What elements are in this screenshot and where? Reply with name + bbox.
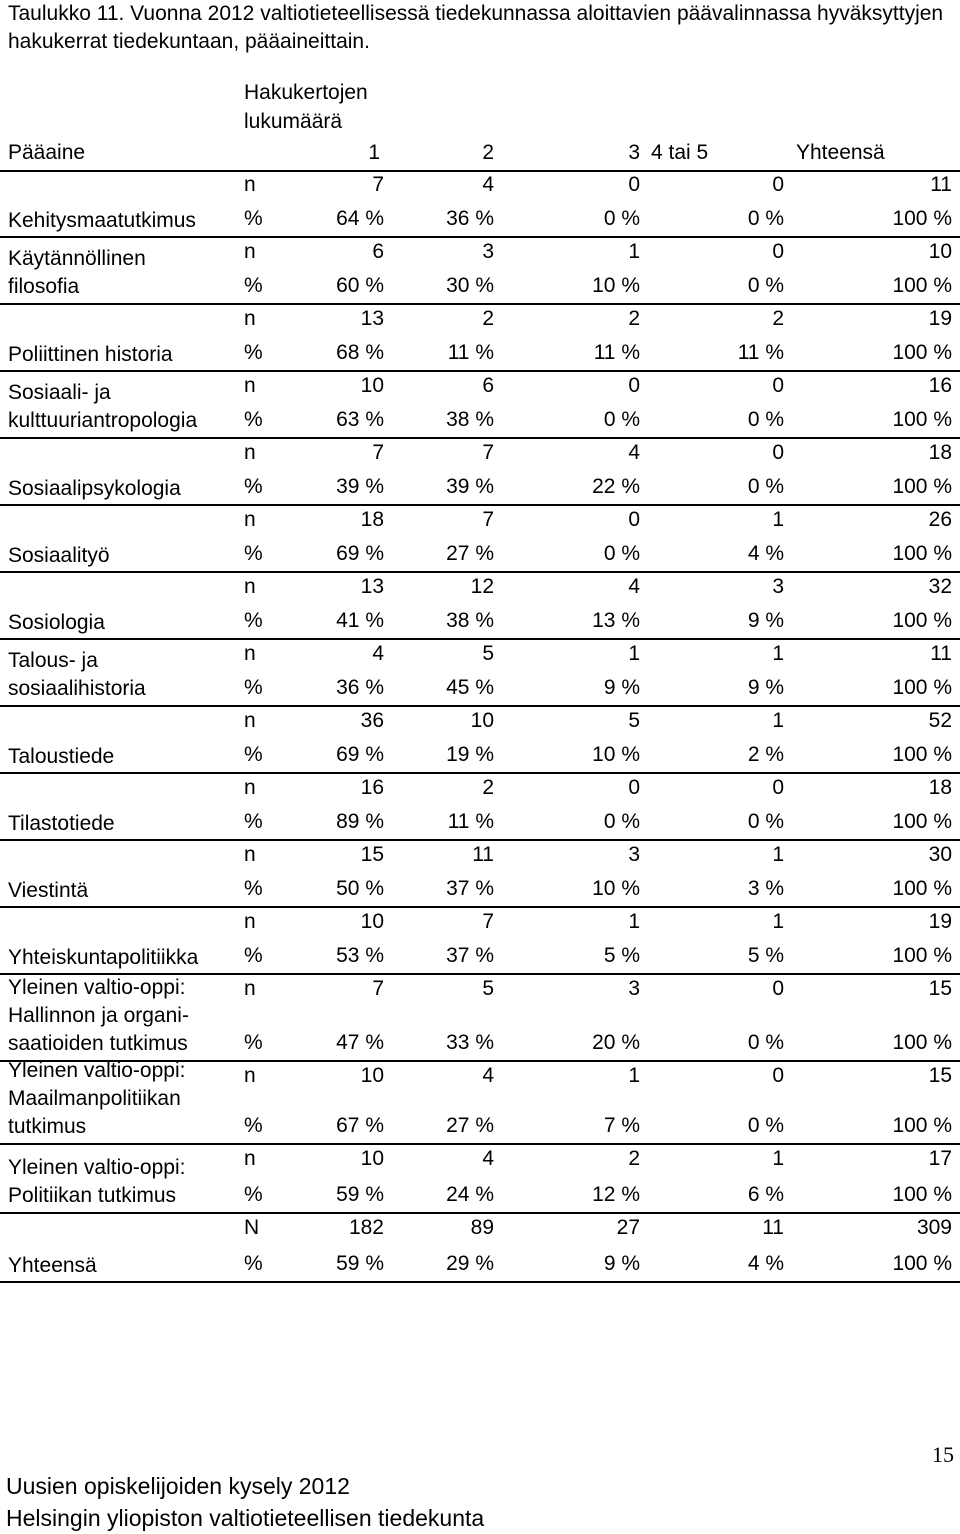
header-col-1: 1 <box>368 141 380 164</box>
table-cell: 1 <box>772 910 784 933</box>
table-cell: 7 % <box>603 1114 640 1137</box>
subject-label-line: Käytännöllinen <box>8 247 146 270</box>
table-cell: 9 % <box>603 676 640 699</box>
percent-row <box>0 339 960 372</box>
percent-row <box>0 540 960 573</box>
table-cell: 19 % <box>446 743 494 766</box>
row-type-label: % <box>244 1031 263 1054</box>
percent-row <box>0 1112 960 1145</box>
table-cell: 37 % <box>446 877 494 900</box>
table-cell: 2 <box>482 776 494 799</box>
table-cell: 7 <box>482 441 494 464</box>
table-cell: 47 % <box>336 1031 384 1054</box>
table-row-group <box>0 573 960 640</box>
table-cell: 100 % <box>892 743 952 766</box>
percent-row <box>0 1181 960 1214</box>
row-type-label: % <box>244 274 263 297</box>
subject-label-line: Sosiaalityö <box>8 544 110 567</box>
table-cell: 100 % <box>892 207 952 230</box>
table-cell: 10 % <box>592 877 640 900</box>
table-cell: 36 % <box>446 207 494 230</box>
table-cell: 3 <box>772 575 784 598</box>
table-cell: 53 % <box>336 944 384 967</box>
row-type-label: n <box>244 1064 256 1087</box>
table-cell: 59 % <box>336 1252 384 1275</box>
percent-row <box>0 674 960 707</box>
page-number: 15 <box>932 1442 954 1467</box>
percent-row <box>0 272 960 305</box>
table-cell: 0 % <box>603 810 640 833</box>
footer-line-1: Uusien opiskelijoiden kysely 2012 <box>6 1473 350 1499</box>
subject-label-line: Maailmanpolitiikan <box>8 1087 181 1110</box>
header-col-2: 2 <box>482 141 494 164</box>
row-type-label: n <box>244 374 256 397</box>
table-caption: Taulukko 11. Vuonna 2012 valtiotieteellisessä tiedekunnassa aloittavien päävalinnassa hyväksyttyjen hakukerrat tiedekuntaan, pääaineittain. <box>8 2 944 53</box>
table-cell: 18 <box>928 776 952 799</box>
table-cell: 2 <box>482 307 494 330</box>
table-cell: 67 % <box>336 1114 384 1137</box>
table-cell: 10 <box>360 374 384 397</box>
subject-label-line: Yleinen valtio-oppi: <box>8 1059 186 1082</box>
table-cell: 0 % <box>747 1031 784 1054</box>
percent-row <box>0 942 960 975</box>
table-cell: 36 % <box>336 676 384 699</box>
percent-row <box>0 875 960 908</box>
subject-label-line: Sosiologia <box>8 611 105 634</box>
table-cell: 7 <box>482 910 494 933</box>
table-row-group <box>0 1214 960 1283</box>
table-cell: 15 <box>928 977 952 1000</box>
row-type-label: % <box>244 944 263 967</box>
table-cell: 24 % <box>446 1183 494 1206</box>
row-type-label: % <box>244 676 263 699</box>
table-cell: 5 % <box>603 944 640 967</box>
table-cell: 0 <box>772 173 784 196</box>
count-row <box>0 774 960 807</box>
table-cell: 7 <box>372 173 384 196</box>
table-cell: 0 <box>628 173 640 196</box>
table-cell: 13 % <box>592 609 640 632</box>
table-row-group <box>0 841 960 908</box>
table-cell: 0 <box>772 441 784 464</box>
table-cell: 10 <box>360 1147 384 1170</box>
table-cell: 13 <box>360 575 384 598</box>
table-cell: 100 % <box>892 1183 952 1206</box>
subject-label-line: Yleinen valtio-oppi: <box>8 1156 186 1179</box>
footer-line-2: Helsingin yliopiston valtiotieteellisen tiedekunta <box>6 1505 485 1531</box>
table-cell: 1 <box>772 642 784 665</box>
table-cell: 100 % <box>892 944 952 967</box>
table-cell: 50 % <box>336 877 384 900</box>
table-cell: 45 % <box>446 676 494 699</box>
table-cell: 309 <box>916 1216 952 1239</box>
table-row-group <box>0 707 960 774</box>
row-type-label: % <box>244 810 263 833</box>
table-cell: 0 <box>772 374 784 397</box>
table-cell: 10 % <box>592 274 640 297</box>
table-cell: 37 % <box>446 944 494 967</box>
count-row <box>0 506 960 539</box>
row-type-label: n <box>244 709 256 732</box>
table-cell: 100 % <box>892 609 952 632</box>
table-cell: 63 % <box>336 408 384 431</box>
table-cell: 26 <box>928 508 952 531</box>
table-header-row <box>0 139 960 172</box>
table-row-group <box>0 640 960 707</box>
percent-row <box>0 741 960 774</box>
table-cell: 5 <box>482 977 494 1000</box>
table-cell: 10 <box>360 1064 384 1087</box>
row-type-label: n <box>244 240 256 263</box>
table-cell: 100 % <box>892 542 952 565</box>
table-cell: 27 <box>616 1216 640 1239</box>
count-row <box>0 707 960 740</box>
table-cell: 100 % <box>892 274 952 297</box>
table-cell: 29 % <box>446 1252 494 1275</box>
subject-label-line: Hallinnon ja organi- <box>8 1004 189 1027</box>
table-cell: 1 <box>628 1064 640 1087</box>
table-cell: 0 <box>628 374 640 397</box>
table-cell: 5 <box>628 709 640 732</box>
percent-row <box>0 406 960 439</box>
table-cell: 1 <box>628 910 640 933</box>
table-cell: 89 <box>470 1216 494 1239</box>
table-cell: 18 <box>928 441 952 464</box>
table-cell: 9 % <box>747 609 784 632</box>
table-cell: 39 % <box>336 475 384 498</box>
count-row <box>0 238 960 271</box>
row-type-label: n <box>244 508 256 531</box>
table-cell: 7 <box>482 508 494 531</box>
row-type-label: n <box>244 843 256 866</box>
table-cell: 16 <box>928 374 952 397</box>
subject-label-line: kulttuuriantropologia <box>8 409 198 432</box>
table-cell: 4 <box>482 173 494 196</box>
table-cell: 7 <box>372 977 384 1000</box>
table-cell: 0 % <box>747 207 784 230</box>
count-row <box>0 1214 960 1247</box>
table-row-group <box>0 975 960 1062</box>
table-cell: 68 % <box>336 341 384 364</box>
table-row-group <box>0 506 960 573</box>
table-cell: 12 <box>470 575 494 598</box>
table-cell: 2 <box>628 307 640 330</box>
table-cell: 0 % <box>603 542 640 565</box>
table-cell: 4 <box>628 575 640 598</box>
percent-row <box>0 1250 960 1283</box>
table-row-group <box>0 1145 960 1214</box>
count-row <box>0 908 960 941</box>
subject-label-line: Politiikan tutkimus <box>8 1184 177 1207</box>
row-type-label: % <box>244 542 263 565</box>
table-cell: 3 <box>482 240 494 263</box>
table-cell: 4 <box>372 642 384 665</box>
row-type-label: % <box>244 1183 263 1206</box>
subject-label-line: Sosiaali- ja <box>8 381 111 404</box>
count-row <box>0 372 960 405</box>
table-cell: 11 <box>930 642 952 665</box>
subject-label-line: Viestintä <box>8 879 89 902</box>
table-cell: 0 <box>772 776 784 799</box>
row-type-label: % <box>244 408 263 431</box>
row-type-label: n <box>244 1147 256 1170</box>
table-cell: 6 <box>372 240 384 263</box>
table-cell: 4 <box>482 1147 494 1170</box>
table-cell: 3 % <box>747 877 784 900</box>
table-cell: 10 <box>360 910 384 933</box>
table-cell: 52 <box>928 709 952 732</box>
subject-label-line: sosiaalihistoria <box>8 677 146 700</box>
table-cell: 100 % <box>892 1031 952 1054</box>
table-cell: 0 % <box>747 810 784 833</box>
count-row <box>0 975 960 1008</box>
table-cell: 27 % <box>446 1114 494 1137</box>
row-type-label: % <box>244 609 263 632</box>
subject-label-line: Talous- ja <box>8 649 98 672</box>
table-cell: 10 <box>470 709 494 732</box>
table-row-group <box>0 774 960 841</box>
table-cell: 4 <box>628 441 640 464</box>
table-cell: 12 % <box>592 1183 640 1206</box>
table-cell: 0 % <box>747 408 784 431</box>
table-cell: 2 % <box>747 743 784 766</box>
table-cell: 15 <box>928 1064 952 1087</box>
header-col-4: 4 tai 5 <box>651 141 709 164</box>
table-cell: 2 <box>772 307 784 330</box>
row-type-label: N <box>244 1216 260 1239</box>
table-cell: 20 % <box>592 1031 640 1054</box>
subject-label-line: Poliittinen historia <box>8 343 173 366</box>
column-group-header-line2: lukumäärä <box>244 110 343 133</box>
table-cell: 0 % <box>603 408 640 431</box>
row-type-label: n <box>244 776 256 799</box>
table-row-group <box>0 305 960 372</box>
row-type-label: % <box>244 877 263 900</box>
table-cell: 60 % <box>336 274 384 297</box>
percent-row <box>0 473 960 506</box>
table-cell: 0 % <box>747 1114 784 1137</box>
table-cell: 0 % <box>603 207 640 230</box>
header-subject: Pääaine <box>8 141 86 164</box>
count-row <box>0 573 960 606</box>
table-cell: 69 % <box>336 542 384 565</box>
column-group-header-line1: Hakukertojen <box>244 81 368 104</box>
row-type-label: n <box>244 910 256 933</box>
table-cell: 5 % <box>747 944 784 967</box>
table-cell: 18 <box>360 508 384 531</box>
table-row-group <box>0 439 960 506</box>
table-cell: 64 % <box>336 207 384 230</box>
count-row <box>0 171 960 204</box>
row-rule <box>0 1281 960 1283</box>
table-cell: 100 % <box>892 676 952 699</box>
table-cell: 100 % <box>892 877 952 900</box>
table-cell: 32 <box>928 575 952 598</box>
subject-label-line: Yhteensä <box>8 1254 97 1277</box>
subject-label-line: Kehitysmaatutkimus <box>8 209 196 232</box>
table-cell: 11 % <box>737 341 784 364</box>
table-cell: 5 <box>482 642 494 665</box>
table-cell: 36 <box>360 709 384 732</box>
subject-label-line: Yleinen valtio-oppi: <box>8 976 186 999</box>
table-cell: 1 <box>628 642 640 665</box>
table-cell: 0 <box>772 977 784 1000</box>
count-row <box>0 640 960 673</box>
table-cell: 11 % <box>593 341 640 364</box>
table-row-group <box>0 1059 960 1145</box>
table-cell: 9 % <box>747 676 784 699</box>
count-row <box>0 1145 960 1178</box>
count-row <box>0 841 960 874</box>
percent-row <box>0 808 960 841</box>
table-cell: 3 <box>628 977 640 1000</box>
table-row-group <box>0 908 960 975</box>
table-cell: 1 <box>772 508 784 531</box>
table-cell: 7 <box>372 441 384 464</box>
row-type-label: % <box>244 743 263 766</box>
table-row-group <box>0 372 960 439</box>
table-cell: 0 <box>628 508 640 531</box>
percent-row <box>0 205 960 238</box>
row-type-label: n <box>244 173 256 196</box>
table-cell: 89 % <box>336 810 384 833</box>
table-cell: 11 % <box>447 341 494 364</box>
table-row-group <box>0 238 960 305</box>
table-cell: 38 % <box>446 408 494 431</box>
row-type-label: n <box>244 307 256 330</box>
table-cell: 39 % <box>446 475 494 498</box>
table-cell: 16 <box>360 776 384 799</box>
table-cell: 100 % <box>892 475 952 498</box>
table-cell: 30 <box>928 843 952 866</box>
table-cell: 1 <box>772 1147 784 1170</box>
subject-label-line: Sosiaalipsykologia <box>8 477 181 500</box>
subject-label-line: saatioiden tutkimus <box>8 1032 188 1055</box>
table-cell: 9 % <box>603 1252 640 1275</box>
table-cell: 6 % <box>747 1183 784 1206</box>
table-cell: 182 <box>348 1216 384 1239</box>
count-row <box>0 439 960 472</box>
row-type-label: % <box>244 475 263 498</box>
row-type-label: n <box>244 441 256 464</box>
subject-label-line: tutkimus <box>8 1115 87 1138</box>
table-cell: 0 <box>628 776 640 799</box>
row-type-label: n <box>244 575 256 598</box>
table-cell: 19 <box>928 307 952 330</box>
count-row <box>0 1062 960 1095</box>
table-cell: 69 % <box>336 743 384 766</box>
table-cell: 30 % <box>446 274 494 297</box>
table-cell: 11 % <box>447 810 494 833</box>
subject-label-line: Yhteiskuntapolitiikka <box>8 946 199 969</box>
table-cell: 100 % <box>892 810 952 833</box>
row-type-label: % <box>244 341 263 364</box>
row-type-label: % <box>244 207 263 230</box>
table-cell: 100 % <box>892 1114 952 1137</box>
table-cell: 100 % <box>892 1252 952 1275</box>
table-cell: 11 <box>762 1216 784 1239</box>
table-cell: 33 % <box>446 1031 494 1054</box>
percent-row <box>0 607 960 640</box>
column-group-header <box>244 78 368 136</box>
table-cell: 4 <box>482 1064 494 1087</box>
table-cell: 0 % <box>747 274 784 297</box>
table-cell: 100 % <box>892 341 952 364</box>
table-cell: 1 <box>628 240 640 263</box>
table-cell: 11 <box>930 173 952 196</box>
table-cell: 59 % <box>336 1183 384 1206</box>
table-cell: 11 <box>472 843 494 866</box>
table-cell: 3 <box>628 843 640 866</box>
row-type-label: % <box>244 1114 263 1137</box>
row-type-label: n <box>244 642 256 665</box>
table-cell: 13 <box>360 307 384 330</box>
table-cell: 17 <box>928 1147 952 1170</box>
table-cell: 27 % <box>446 542 494 565</box>
header-col-total: Yhteensä <box>796 141 885 164</box>
table-cell: 100 % <box>892 408 952 431</box>
count-row <box>0 305 960 338</box>
table-cell: 38 % <box>446 609 494 632</box>
row-type-label: % <box>244 1252 263 1275</box>
table-cell: 2 <box>628 1147 640 1170</box>
subject-label-line: Taloustiede <box>8 745 115 768</box>
header-col-3: 3 <box>628 141 640 164</box>
table-cell: 22 % <box>592 475 640 498</box>
table-cell: 19 <box>928 910 952 933</box>
table-cell: 1 <box>772 709 784 732</box>
table-row-group <box>0 171 960 238</box>
table-cell: 1 <box>772 843 784 866</box>
subject-label-line: filosofia <box>8 275 80 298</box>
table-cell: 15 <box>360 843 384 866</box>
table-cell: 4 % <box>747 1252 784 1275</box>
table-cell: 0 <box>772 1064 784 1087</box>
table-cell: 4 % <box>747 542 784 565</box>
row-type-label: n <box>244 977 256 1000</box>
table-cell: 10 <box>928 240 952 263</box>
table-cell: 0 % <box>747 475 784 498</box>
table-cell: 10 % <box>592 743 640 766</box>
table-cell: 41 % <box>336 609 384 632</box>
subject-label-line: Tilastotiede <box>8 812 115 835</box>
table-cell: 0 <box>772 240 784 263</box>
table-cell: 6 <box>482 374 494 397</box>
